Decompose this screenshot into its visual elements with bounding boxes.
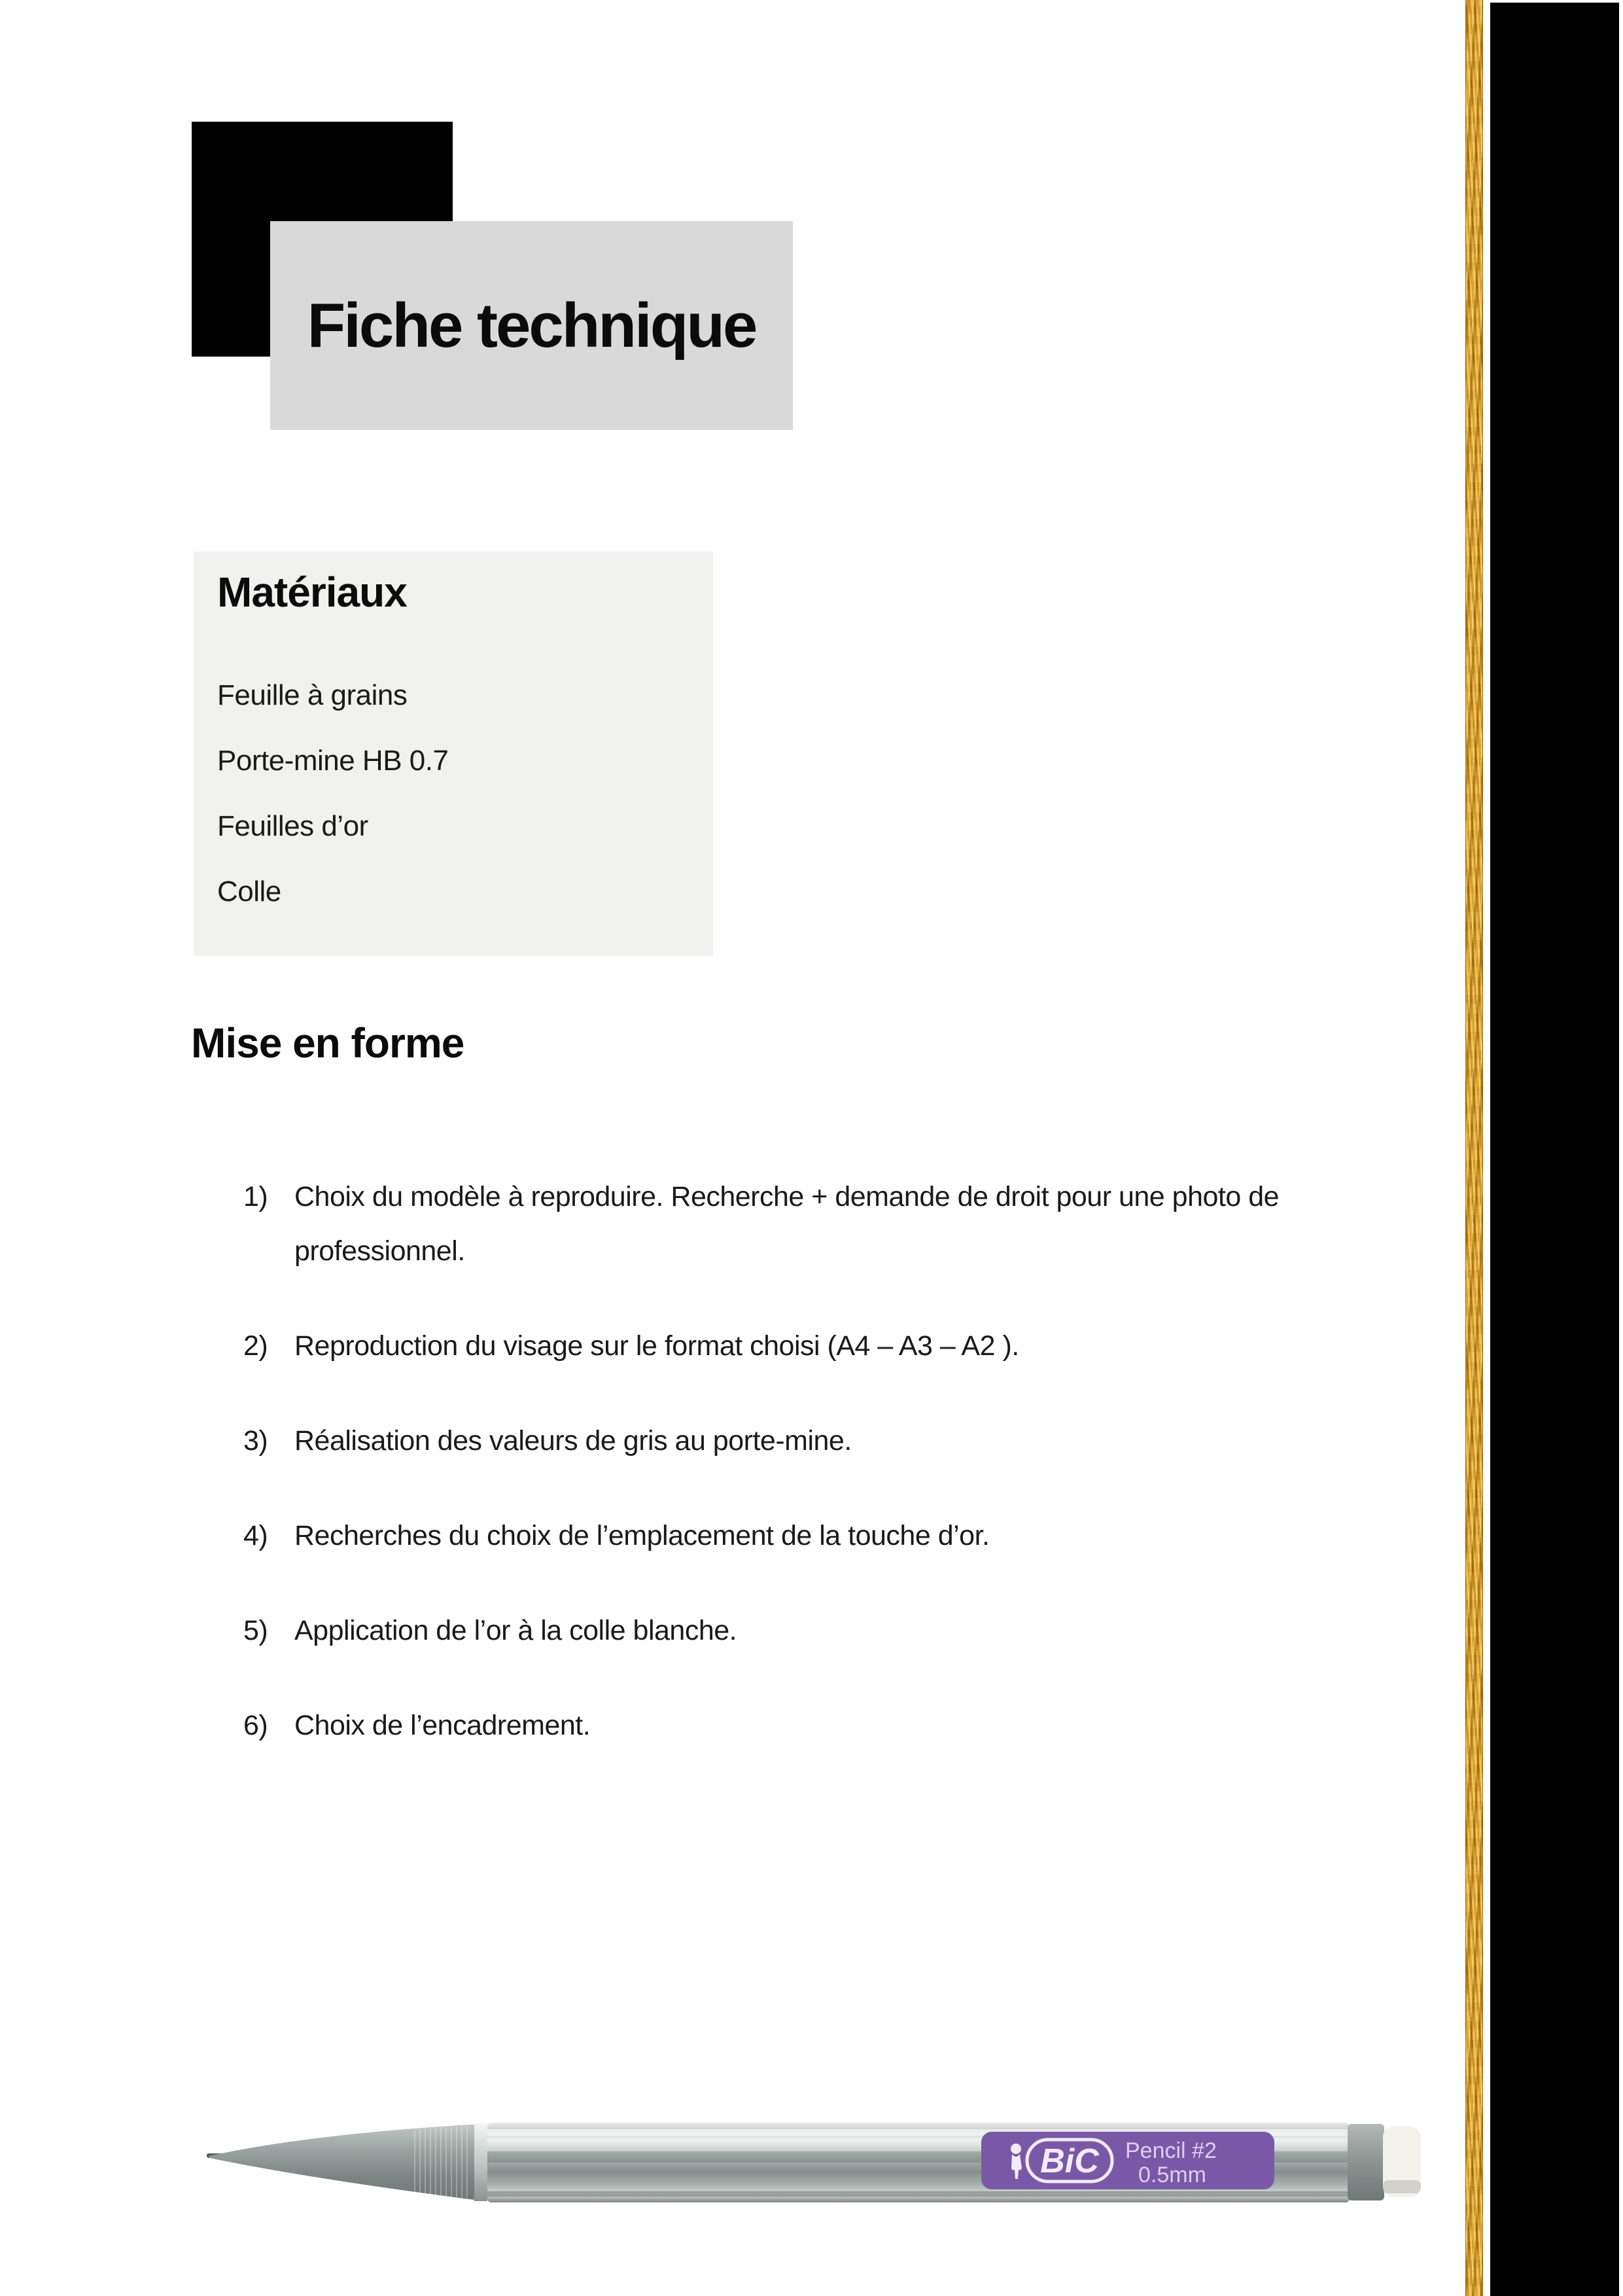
step-number: 2) <box>243 1330 268 1362</box>
step-number: 3) <box>243 1425 268 1457</box>
materials-item: Feuille à grains <box>217 679 408 711</box>
materials-item: Porte-mine HB 0.7 <box>217 745 449 777</box>
step-row <box>243 1604 1395 1658</box>
pencil-label-line1: Pencil #2 <box>1125 2138 1217 2163</box>
step-text: Application de l’or à la colle blanche. <box>294 1615 737 1646</box>
pencil-metal-ring <box>474 2123 487 2201</box>
materials-item: Feuilles d’or <box>217 810 368 842</box>
step-number: 1) <box>243 1181 268 1212</box>
bic-logo-text: BiC <box>1040 2142 1099 2180</box>
pencil-image <box>196 2115 1433 2210</box>
right-black-strip <box>1490 3 1619 2296</box>
step-text: Choix du modèle à reproduire. Recherche + demande de droit pour une photo de professionnel. <box>294 1181 1280 1267</box>
pencil-tip-cone <box>209 2125 474 2200</box>
pencil-label-line2: 0.5mm <box>1138 2163 1206 2187</box>
pencil-ferrule <box>1348 2124 1384 2200</box>
step-number: 6) <box>243 1710 268 1741</box>
steps-list <box>243 1170 1395 1793</box>
materials-list <box>217 663 700 925</box>
step-row <box>243 1509 1395 1563</box>
materials-item: Colle <box>217 875 281 908</box>
step-text: Choix de l’encadrement. <box>294 1710 591 1741</box>
gold-thread-strip <box>1465 0 1483 2296</box>
materials-panel <box>194 552 713 956</box>
step-text: Recherches du choix de l’emplacement de la touche d’or. <box>294 1520 990 1551</box>
pencil-eraser-shade <box>1383 2180 1421 2193</box>
section-heading: Mise en forme <box>191 1019 464 1067</box>
materials-heading: Matériaux <box>217 569 407 616</box>
page-title: Fiche technique <box>307 290 756 361</box>
pencil-barrel-shadow <box>487 2191 1350 2197</box>
step-row <box>243 1319 1395 1373</box>
step-row <box>243 1170 1395 1279</box>
step-number: 5) <box>243 1615 268 1646</box>
step-row <box>243 1414 1395 1468</box>
step-row <box>243 1699 1395 1753</box>
title-box <box>270 221 793 430</box>
step-text: Réalisation des valeurs de gris au porte-mine. <box>294 1425 852 1457</box>
step-text: Reproduction du visage sur le format choisi (A4 – A3 – A2 ). <box>294 1330 1019 1362</box>
pencil-label <box>981 2132 1274 2189</box>
step-number: 4) <box>243 1520 268 1551</box>
